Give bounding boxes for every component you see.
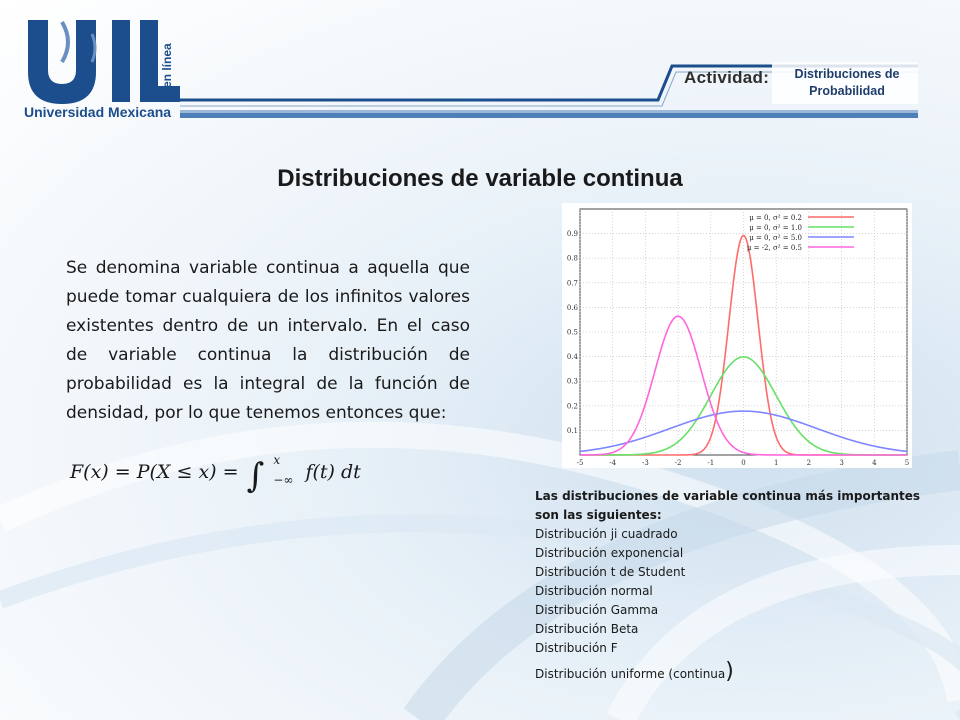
formula-lhs: F(x) = P(X ≤ x) = bbox=[70, 461, 239, 483]
legend-label: μ = 0, σ² = 1.0 bbox=[749, 224, 802, 232]
formula-integrand: f(t) dt bbox=[305, 461, 361, 483]
y-tick-label: 0.8 bbox=[566, 254, 578, 263]
legend-label: μ = -2, σ² = 0.5 bbox=[746, 244, 802, 252]
x-tick-label: 3 bbox=[839, 459, 844, 467]
y-tick-label: 0.6 bbox=[566, 303, 578, 312]
y-tick-label: 0.2 bbox=[566, 402, 578, 411]
normal-distribution-chart bbox=[562, 203, 912, 468]
list-item-uniform-paren: ) bbox=[725, 659, 734, 684]
list-item: Distribución Beta bbox=[535, 622, 639, 636]
x-tick-label: -4 bbox=[609, 459, 617, 467]
legend-label: μ = 0, σ² = 5.0 bbox=[749, 234, 802, 242]
list-heading: Las distribuciones de variable continua más importantes son las siguientes: bbox=[535, 489, 921, 522]
integral-lower: −∞ bbox=[273, 473, 294, 487]
page-title: Distribuciones de variable continua bbox=[277, 165, 683, 192]
activity-label: Actividad: bbox=[684, 68, 770, 87]
list-item-uniform-text: Distribución uniforme (continua bbox=[535, 667, 726, 681]
integral-limits bbox=[273, 450, 293, 490]
y-tick-label: 0.7 bbox=[566, 279, 578, 288]
x-tick-label: -1 bbox=[707, 459, 715, 467]
university-name: Universidad Mexicana bbox=[24, 104, 172, 120]
activity-value: Distribuciones de Probabilidad bbox=[794, 67, 900, 98]
distribution-list bbox=[535, 487, 925, 684]
list-item-uniform bbox=[535, 659, 925, 684]
integral-sign: ∫ bbox=[246, 456, 265, 496]
integral-upper: x bbox=[273, 453, 281, 467]
x-tick-label: 2 bbox=[806, 459, 812, 467]
list-item: Distribución t de Student bbox=[535, 565, 686, 579]
list-item: Distribución F bbox=[535, 641, 618, 655]
x-tick-label: 5 bbox=[904, 459, 910, 467]
list-item: Distribución exponencial bbox=[535, 546, 684, 560]
y-tick-label: 0.3 bbox=[566, 377, 578, 386]
y-tick-label: 0.1 bbox=[566, 426, 578, 435]
y-tick-label: 0.5 bbox=[566, 328, 578, 337]
list-item: Distribución normal bbox=[535, 584, 653, 598]
x-tick-label: 1 bbox=[773, 459, 779, 467]
body-paragraph: Se denomina variable continua a aquella que puede tomar cualquiera de los infinitos valores existentes dentro de un intervalo. En el caso de variable continua la distribución de probabilidad es la integral de la función de densidad, por lo que tenemos entonces que: bbox=[66, 258, 470, 423]
cdf-formula bbox=[70, 450, 361, 496]
list-item: Distribución Gamma bbox=[535, 603, 659, 617]
y-tick-label: 0.4 bbox=[566, 353, 578, 362]
legend-label: μ = 0, σ² = 0.2 bbox=[749, 214, 802, 222]
x-tick-label: -5 bbox=[576, 459, 584, 467]
x-tick-label: 0 bbox=[741, 459, 746, 467]
x-tick-label: -3 bbox=[641, 459, 649, 467]
y-tick-label: 0.9 bbox=[566, 230, 578, 239]
x-tick-label: 4 bbox=[872, 459, 877, 467]
x-tick-label: -2 bbox=[674, 459, 682, 467]
logo-en-linea-text: en línea bbox=[160, 43, 174, 88]
list-item: Distribución ji cuadrado bbox=[535, 527, 678, 541]
